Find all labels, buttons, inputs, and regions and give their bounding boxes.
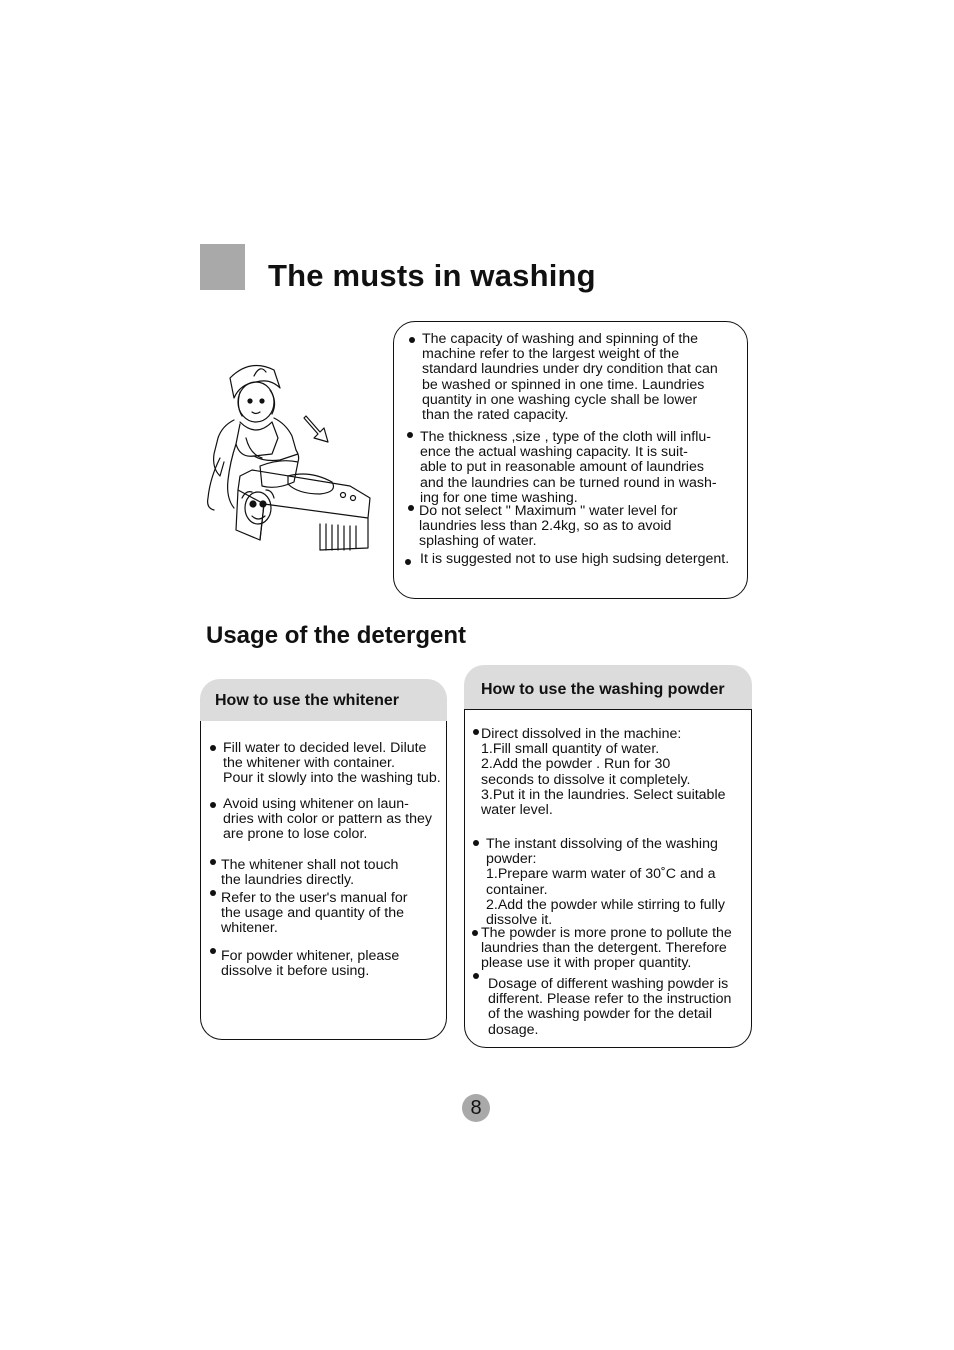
powder-header-label: How to use the washing powder bbox=[481, 681, 725, 698]
powder-bullet-1: Direct dissolved in the machine: 1.Fill small quantity of water. 2.Add the powder . Run for 30 seconds to dissolve it completely. 3.Put it in the laundries. Select suitable water level. bbox=[481, 726, 726, 819]
musts-bullet-2: The thickness ,size , type of the cloth will influ- ence the actual washing capacity. It is suit- able to put in reasonable amount of laundries and the laundries can be turned round in wash- ing for one time washing. bbox=[420, 429, 717, 506]
powder-bullet-2: The instant dissolving of the washing powder: 1.Prepare warm water of 30˚C and a container. 2.Add the powder while stirring to fully dissolve it. bbox=[486, 836, 725, 929]
musts-bullet-1: The capacity of washing and spinning of the machine refer to the largest weight of the standard laundries under dry condition that can be washed or spinned in one time. Laundries quantity in one washing cycle shall be lower than the rated capacity. bbox=[422, 331, 718, 424]
bullet-dot bbox=[210, 802, 216, 808]
bullet-dot bbox=[408, 505, 414, 511]
section-marker-square bbox=[200, 244, 245, 290]
page-number: 8 bbox=[470, 1097, 482, 1119]
whitener-bullet-1: Fill water to decided level. Dilute the whitener with container. Pour it slowly into the washing tub. bbox=[223, 740, 441, 787]
bullet-dot bbox=[210, 948, 216, 954]
bullet-dot bbox=[210, 859, 216, 865]
section-title: Usage of the detergent bbox=[206, 622, 467, 649]
bullet-dot bbox=[409, 337, 415, 343]
page-title: The musts in washing bbox=[268, 258, 596, 293]
powder-bullet-3: The powder is more prone to pollute the laundries than the detergent. Therefore please use it with proper quantity. bbox=[481, 925, 732, 972]
woman-loading-washing-machine-illustration bbox=[200, 358, 378, 556]
bullet-dot bbox=[405, 559, 411, 565]
musts-bullet-3: Do not select " Maximum " water level for laundries less than 2.4kg, so as to avoid splashing of water. bbox=[419, 503, 678, 550]
bullet-dot bbox=[473, 840, 479, 846]
whitener-bullet-5: For powder whitener, please dissolve it before using. bbox=[221, 948, 400, 980]
musts-bullet-4: It is suggested not to use high sudsing detergent. bbox=[420, 551, 730, 567]
bullet-dot bbox=[210, 890, 216, 896]
powder-bullet-4: Dosage of different washing powder is different. Please refer to the instruction of the washing powder for the detail dosage. bbox=[488, 976, 732, 1038]
whitener-header-label: How to use the whitener bbox=[215, 692, 400, 709]
whitener-bullet-4: Refer to the user's manual for the usage and quantity of the whitener. bbox=[221, 890, 408, 937]
bullet-dot bbox=[407, 432, 413, 438]
whitener-bullet-2: Avoid using whitener on laun- dries with color or pattern as they are prone to lose color. bbox=[223, 796, 432, 843]
bullet-dot bbox=[473, 729, 479, 735]
whitener-bullet-3: The whitener shall not touch the laundries directly. bbox=[221, 857, 399, 889]
bullet-dot bbox=[473, 973, 479, 979]
bullet-dot bbox=[472, 930, 478, 936]
bullet-dot bbox=[210, 745, 216, 751]
